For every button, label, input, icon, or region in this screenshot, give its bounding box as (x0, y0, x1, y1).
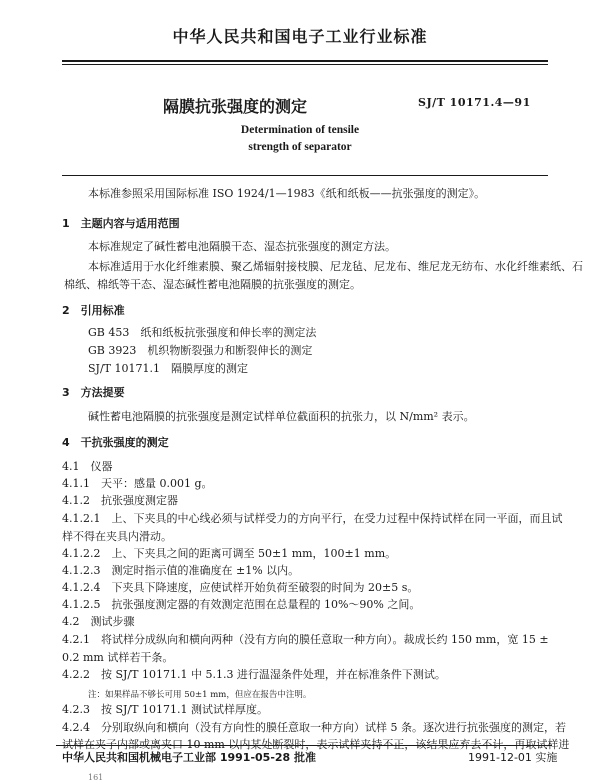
clause-4-2-2-note: 注：如果样品不够长可用 50±1 mm，但应在报告中注明。 (88, 690, 312, 700)
section-1-paragraph-1: 本标准规定了碱性蓄电池隔膜干态、湿态抗张强度的测定方法。 (88, 240, 396, 253)
clause-4-2-1-line1: 4.2.1 将试样分成纵向和横向两种（没有方向的膜任意取一种方向）。裁成长约 150 mm，宽 15 ± (62, 633, 549, 646)
clause-4-1-2-1-line1: 4.1.2.1 上、下夹具的中心线必须与试样受力的方向平行，在受力过程中保持试样在同一平面，而且试 (62, 512, 563, 525)
section-1-paragraph-2-line2: 棉纸、棉纸等干态、湿态碱性蓄电池隔膜的抗张强度的测定。 (64, 278, 361, 291)
section-3-paragraph: 碱性蓄电池隔膜的抗张强度是测定试样单位截面积的抗张力，以 N/mm² 表示。 (88, 410, 475, 423)
clause-4-1-2-4: 4.1.2.4 下夹具下降速度，应使试样开始负荷至破裂的时间为 20±5 s。 (62, 581, 419, 594)
document-title-zh: 隔膜抗张强度的测定 (163, 97, 308, 116)
reference-gb453: GB 453 纸和纸板抗张强度和伸长率的测定法 (88, 326, 317, 339)
clause-4-2-2: 4.2.2 按 SJ/T 10171.1 中 5.1.3 进行温湿条件处理，并在标准条件下测试。 (62, 668, 446, 681)
clause-4-2-1-line2: 0.2 mm 试样若干条。 (62, 651, 174, 664)
standard-category-title: 中华人民共和国电子工业行业标准 (172, 27, 428, 46)
clause-4-2: 4.2 测试步骤 (62, 615, 135, 628)
clause-4-1-2-1-line2: 样不得在夹具内滑动。 (62, 530, 172, 543)
clause-4-1-2-2: 4.1.2.2 上、下夹具之间的距离可调至 50±1 mm，100±1 mm。 (62, 547, 397, 560)
clause-4-1: 4.1 仪器 (62, 460, 113, 473)
clause-4-2-3: 4.2.3 按 SJ/T 10171.1 测试试样厚度。 (62, 703, 268, 716)
clause-4-1-2-3: 4.1.2.3 测定时指示值的准确度在 ±1% 以内。 (62, 564, 300, 577)
clause-4-1-2: 4.1.2 抗张强度测定器 (62, 494, 178, 507)
footer-rule (56, 745, 552, 746)
section-4-heading: 4 干抗张强度的测定 (62, 436, 169, 449)
page-number: 161 (88, 773, 104, 782)
section-1-paragraph-2-line1: 本标准适用于水化纤维素膜、聚乙烯辐射接枝膜、尼龙毡、尼龙布、维尼龙无纺布、水化纤维素纸、石 (88, 260, 583, 273)
clause-4-2-4-line2: 试样在夹子内部或离夹口 10 mm 以内某处断裂时，表示试样夹持不正，该结果应弃去不计，再取试样进 (62, 738, 570, 751)
header-rule-thin (62, 64, 548, 65)
intro-paragraph: 本标准参照采用国际标准 ISO 1924/1—1983《纸和纸板——抗张强度的测定》。 (88, 187, 486, 200)
implementation-date: 1991-12-01 实施 (468, 751, 558, 764)
section-2-heading: 2 引用标准 (62, 304, 125, 317)
approval-statement: 中华人民共和国机械电子工业部 1991-05-28 批准 (62, 751, 317, 764)
section-1-heading: 1 主题内容与适用范围 (62, 217, 180, 230)
document-title-en-line1: Determination of tensile (240, 124, 360, 136)
reference-gb3923: GB 3923 机织物断裂强力和断裂伸长的测定 (88, 344, 313, 357)
clause-4-1-2-5: 4.1.2.5 抗张强度测定器的有效测定范围在总量程的 10%～90% 之间。 (62, 598, 421, 611)
header-rule-thick (62, 60, 548, 62)
clause-4-2-4-line1: 4.2.4 分别取纵向和横向（没有方向性的膜任意取一种方向）试样 5 条。逐次进行抗张强度的测定，若 (62, 721, 566, 734)
title-divider-rule (62, 175, 548, 176)
clause-4-1-1: 4.1.1 天平：感量 0.001 g。 (62, 477, 213, 490)
document-title-en-line2: strength of separator (248, 141, 352, 153)
standard-number: SJ/T 10171.4—91 (418, 96, 531, 109)
section-3-heading: 3 方法提要 (62, 386, 125, 399)
reference-sjt10171-1: SJ/T 10171.1 隔膜厚度的测定 (88, 362, 248, 375)
